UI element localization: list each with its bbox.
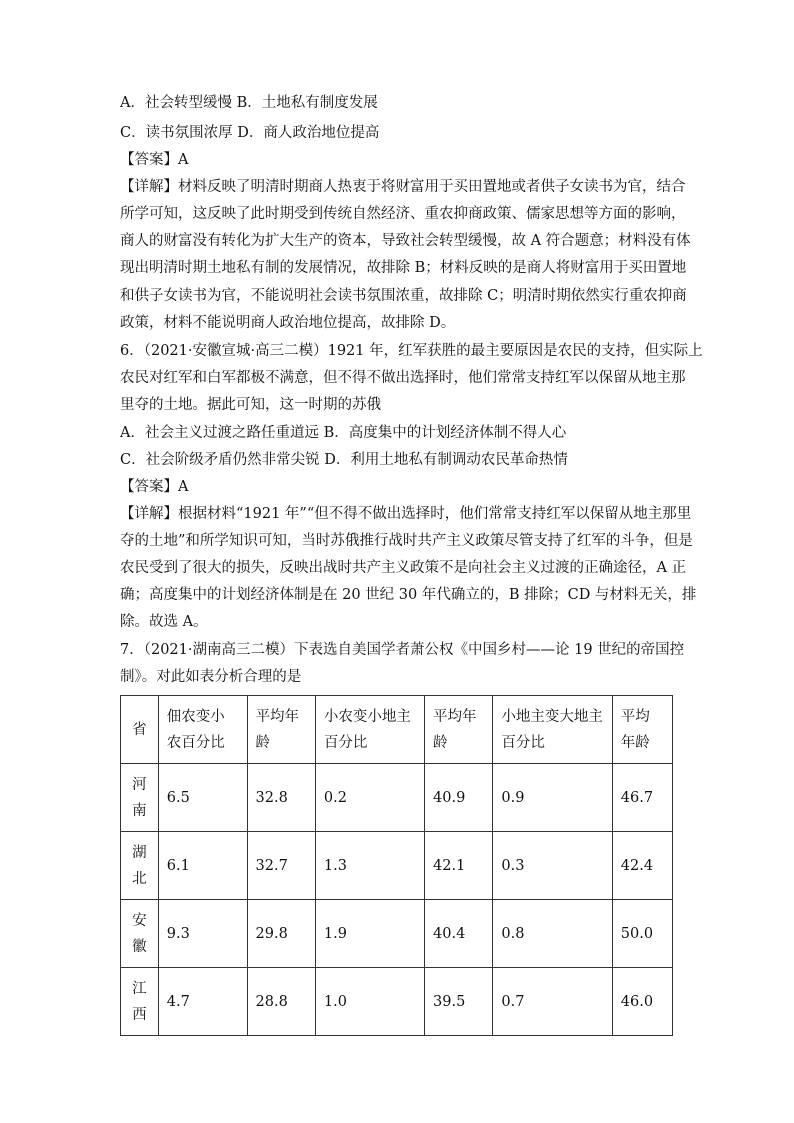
q6-stem-line: 里夺的土地。据此可知，这一时期的苏俄: [120, 397, 381, 413]
table-header-cell: 佃农变小农百分比: [158, 696, 247, 764]
table-row: [121, 900, 673, 968]
table-cell: 39.5: [425, 968, 493, 1036]
q6-stem-line: 6．（2021·安徽宣城·高三二模）1921 年，红军获胜的最主要原因是农民的支持，但实际上: [120, 343, 703, 359]
q5-detail-line: 和供子女读书为官，不能说明社会读书氛围浓重，故排除 C；明清时期依然实行重农抑商: [120, 288, 687, 304]
table-cell: 0.8: [493, 900, 612, 968]
q6-options-cd: C．社会阶级矛盾仍然非常尖锐 D．利用土地私有制调动农民革命热情: [120, 452, 568, 468]
table-cell: 29.8: [247, 900, 315, 968]
table-cell: 9.3: [158, 900, 247, 968]
table-header-cell: 小农变小地主百分比: [315, 696, 424, 764]
q7-stem-line: 制》。对此如表分析合理的是: [120, 669, 302, 685]
table-header-cell: 平均年龄: [425, 696, 493, 764]
table-cell: 0.9: [493, 764, 612, 832]
table-cell: 4.7: [158, 968, 247, 1036]
q7-data-table: [120, 695, 673, 1036]
table-cell: 0.2: [315, 764, 424, 832]
table-cell: 42.1: [425, 832, 493, 900]
table-cell: 46.0: [612, 968, 672, 1036]
table-row: [121, 764, 673, 832]
table-cell: 32.7: [247, 832, 315, 900]
table-cell: 42.4: [612, 832, 672, 900]
table-header-cell: 平均年龄: [247, 696, 315, 764]
table-header-cell: 省: [121, 696, 159, 764]
q6-detail-line: 除。故选 A。: [120, 614, 208, 630]
table-cell: 32.8: [247, 764, 315, 832]
q6-stem-line: 农民对红军和白军都极不满意，但不得不做出选择时，他们常常支持红军以保留从地主那: [120, 370, 686, 386]
q6-detail-line: 【详解】根据材料“1921 年”“但不得不做出选择时，他们常常支持红军以保留从地主那里: [120, 506, 692, 522]
table-cell: 40.4: [425, 900, 493, 968]
table-cell-province: 河南: [121, 764, 159, 832]
table-cell: 40.9: [425, 764, 493, 832]
q5-answer: 【答案】A: [120, 152, 189, 168]
table-cell: 6.1: [158, 832, 247, 900]
q5-detail-line: 商人的财富没有转化为扩大生产的资本，导致社会转型缓慢，故 A 符合题意；材料没有体: [120, 233, 691, 249]
table-cell: 0.7: [493, 968, 612, 1036]
table-cell: 0.3: [493, 832, 612, 900]
table-cell-province: 安徽: [121, 900, 159, 968]
table-row: [121, 968, 673, 1036]
q5-detail-line: 政策，材料不能说明商人政治地位提高，故排除 D。: [120, 315, 456, 331]
q6-detail-line: 确；高度集中的计划经济体制是在 20 世纪 30 年代确立的，B 排除；CD 与材料无关，排: [120, 587, 697, 603]
table-cell: 28.8: [247, 968, 315, 1036]
table-cell: 46.7: [612, 764, 672, 832]
q6-options-ab: A．社会主义过渡之路任重道远 B．高度集中的计划经济体制不得人心: [120, 425, 567, 441]
q6-detail-line: 夺的土地”和所学知识可知，当时苏俄推行战时共产主义政策尽管支持了红军的斗争，但是: [120, 533, 693, 549]
table-cell: 1.0: [315, 968, 424, 1036]
table-header-cell: 平均年龄: [612, 696, 672, 764]
table-cell: 1.3: [315, 832, 424, 900]
table-row: [121, 832, 673, 900]
q5-options-cd: C．读书氛围浓厚 D．商人政治地位提高: [120, 125, 380, 141]
table-cell: 1.9: [315, 900, 424, 968]
q5-detail-line: 所学可知，这反映了此时期受到传统自然经济、重农抑商政策、儒家思想等方面的影响，: [120, 206, 686, 222]
table-header-cell: 小地主变大地主百分比: [493, 696, 612, 764]
q5-detail-line: 现出明清时期土地私有制的发展情况，故排除 B；材料反映的是商人将财富用于买田置地: [120, 260, 687, 276]
q6-detail-line: 农民受到了很大的损失，反映出战时共产主义政策不是向社会主义过渡的正确途径，A 正: [120, 560, 687, 576]
table-cell: 50.0: [612, 900, 672, 968]
table-cell-province: 湖北: [121, 832, 159, 900]
table-header-row: [121, 696, 673, 764]
q7-stem-line: 7．（2021·湖南高三二模）下表选自美国学者萧公权《中国乡村——论 19 世纪的帝国控: [120, 642, 685, 658]
table-cell: 6.5: [158, 764, 247, 832]
q5-options-ab: A．社会转型缓慢 B．土地私有制度发展: [120, 95, 378, 111]
table-cell-province: 江西: [121, 968, 159, 1036]
q5-detail-line: 【详解】材料反映了明清时期商人热衷于将财富用于买田置地或者供子女读书为官，结合: [120, 179, 686, 195]
q6-answer: 【答案】A: [120, 479, 189, 495]
